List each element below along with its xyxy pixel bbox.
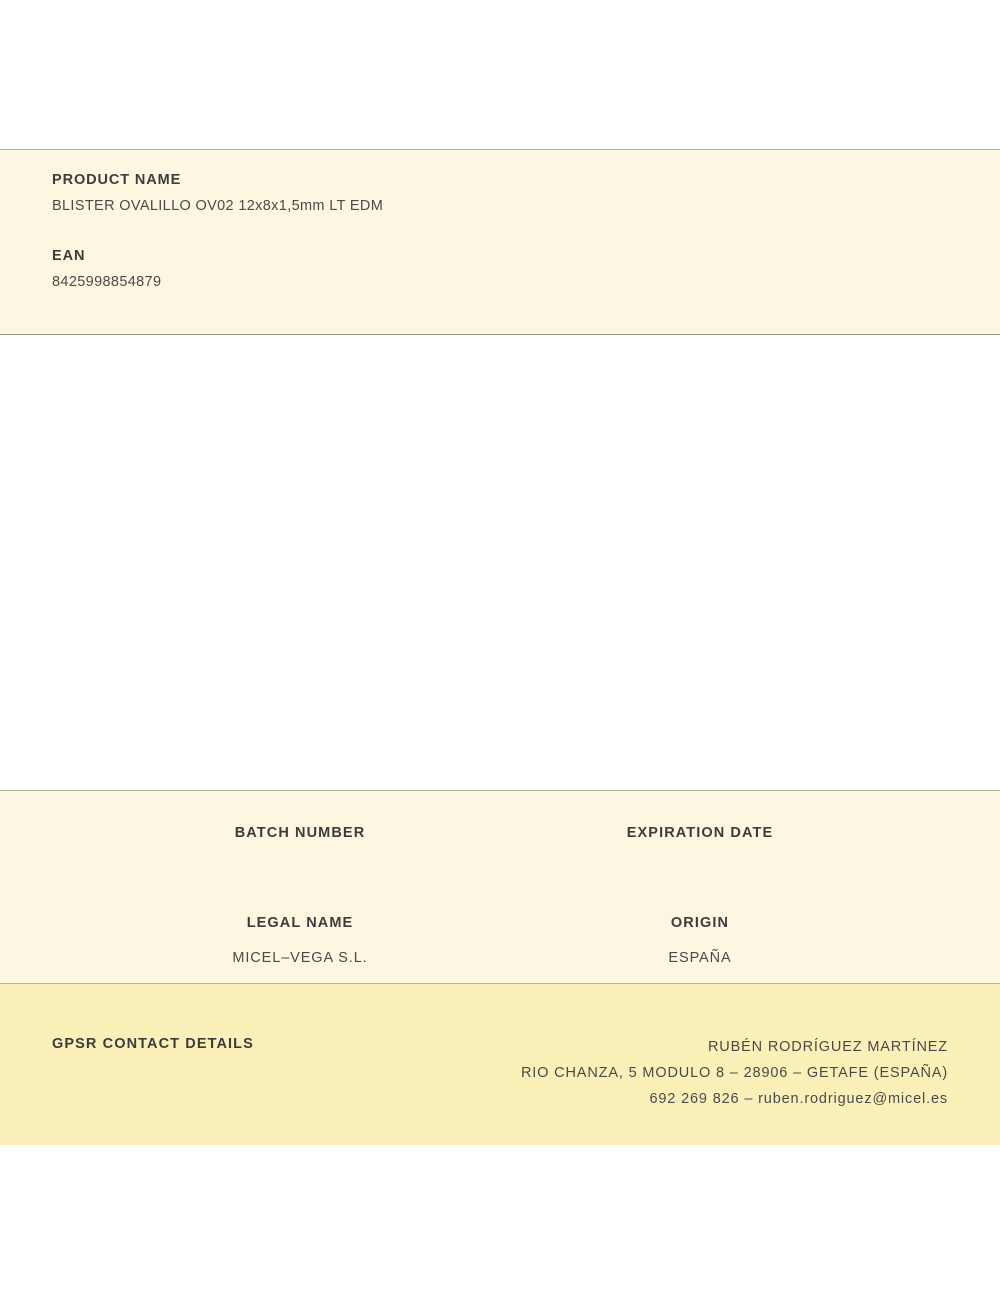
expiration-date-label: EXPIRATION DATE — [626, 825, 774, 841]
batch-number-value — [150, 860, 450, 877]
ean-field — [52, 248, 948, 290]
product-info-band — [0, 149, 1000, 335]
expiration-date-value — [550, 860, 850, 877]
legal-name-value: MICEL–VEGA S.L. — [232, 950, 368, 966]
blank-content-area — [0, 335, 1000, 790]
gpsr-contact-lines — [521, 1034, 948, 1112]
expiration-date-cell — [550, 825, 850, 877]
batch-legal-band — [0, 790, 1000, 984]
info-grid — [0, 791, 1000, 983]
gpsr-contact-address: RIO CHANZA, 5 MODULO 8 – 28906 – GETAFE (ESPAÑA) — [520, 1065, 948, 1081]
product-name-value: BLISTER OVALILLO OV02 12x8x1,5mm LT EDM — [52, 198, 384, 214]
ean-label: EAN — [52, 248, 86, 264]
origin-value: ESPAÑA — [668, 950, 732, 966]
origin-label: ORIGIN — [670, 915, 730, 931]
batch-number-cell — [150, 825, 450, 877]
gpsr-contact-name: RUBÉN RODRÍGUEZ MARTÍNEZ — [707, 1039, 948, 1055]
product-name-field — [52, 172, 948, 214]
bottom-blank-area — [0, 1145, 1000, 1300]
product-name-label: PRODUCT NAME — [52, 172, 182, 188]
ean-value: 8425998854879 — [52, 274, 162, 290]
origin-cell — [550, 915, 850, 967]
legal-name-cell — [150, 915, 450, 967]
gpsr-contact-phone-email: 692 269 826 – ruben.rodriguez@micel.es — [649, 1091, 948, 1107]
legal-name-label: LEGAL NAME — [246, 915, 354, 931]
gpsr-title: GPSR CONTACT DETAILS — [52, 1036, 254, 1052]
batch-number-label: BATCH NUMBER — [234, 825, 366, 841]
gpsr-contact-band — [0, 984, 1000, 1145]
